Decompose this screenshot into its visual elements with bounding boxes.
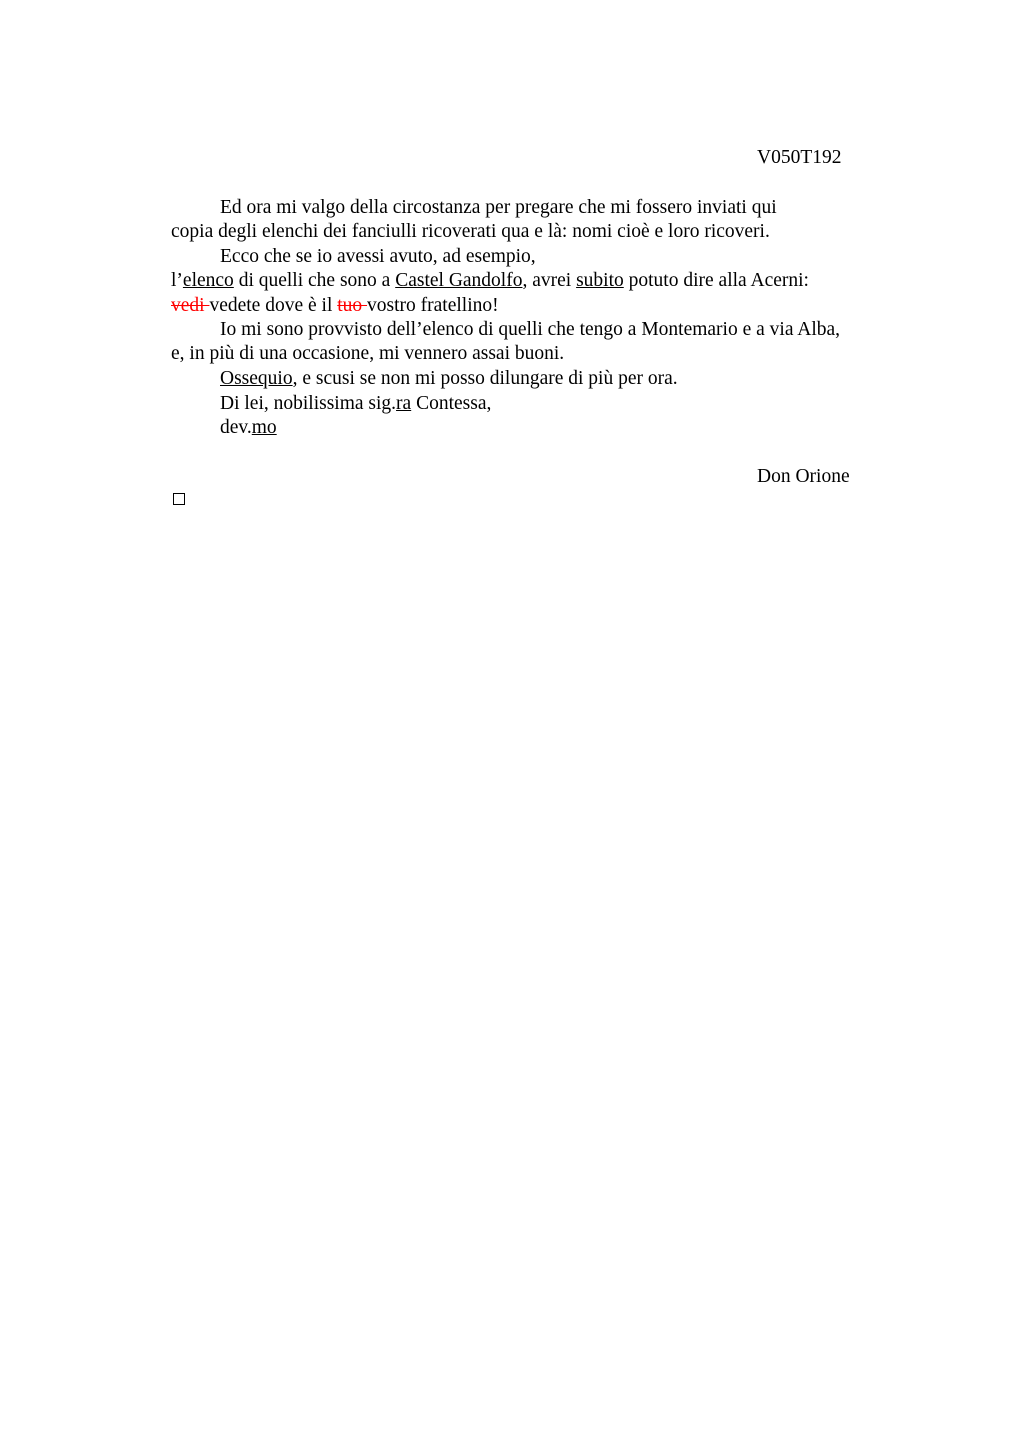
- paragraph-2-line-1: Ecco che se io avessi avuto, ad esempio,: [220, 246, 536, 267]
- paragraph-1-line-1: Ed ora mi valgo della circostanza per pregare che mi fossero inviati qui: [220, 197, 777, 218]
- deleted-word-tuo: tuo: [337, 295, 368, 316]
- abbreviation-mo: mo: [251, 417, 277, 438]
- deleted-word-vedi: vedi: [171, 295, 210, 316]
- underlined-place-castel-gandolfo: Castel Gandolfo: [395, 270, 523, 291]
- end-marker-square-icon: [173, 493, 185, 505]
- text-segment: di quelli che sono a: [233, 270, 396, 291]
- text-segment: l’: [171, 270, 183, 291]
- text-segment: , e scusi se non mi posso dilungare di più per ora.: [292, 368, 678, 389]
- document-code: V050T192: [757, 147, 842, 168]
- text-segment: vostro fratellino!: [367, 295, 499, 316]
- paragraph-2-line-3: [171, 294, 499, 318]
- paragraph-3-line-2: e, in più di una occasione, mi vennero assai buoni.: [171, 343, 565, 364]
- text-segment: Di lei, nobilissima sig.: [220, 393, 397, 414]
- underlined-word-elenco: elenco: [182, 270, 234, 291]
- salutation-line: [220, 392, 491, 416]
- abbreviation-ra: ra: [396, 393, 412, 414]
- text-segment: Contessa,: [411, 393, 492, 414]
- text-segment: , avrei: [522, 270, 577, 291]
- paragraph-3-line-1: Io mi sono provvisto dell’elenco di quelli che tengo a Montemario e a via Alba,: [220, 319, 841, 340]
- signature: Don Orione: [757, 466, 850, 487]
- underlined-word-ossequio: Ossequio: [220, 368, 293, 389]
- paragraph-2-line-2: [171, 269, 809, 293]
- paragraph-1-line-2: copia degli elenchi dei fanciulli ricoverati qua e là: nomi cioè e loro ricoveri.: [171, 221, 770, 242]
- underlined-word-subito: subito: [576, 270, 624, 291]
- text-segment: dev.: [220, 417, 252, 438]
- closing-ossequio-line: [220, 367, 678, 391]
- text-segment: potuto dire alla Acerni:: [623, 270, 809, 291]
- text-segment: vedete dove è il: [209, 295, 338, 316]
- devotion-line: [220, 416, 277, 440]
